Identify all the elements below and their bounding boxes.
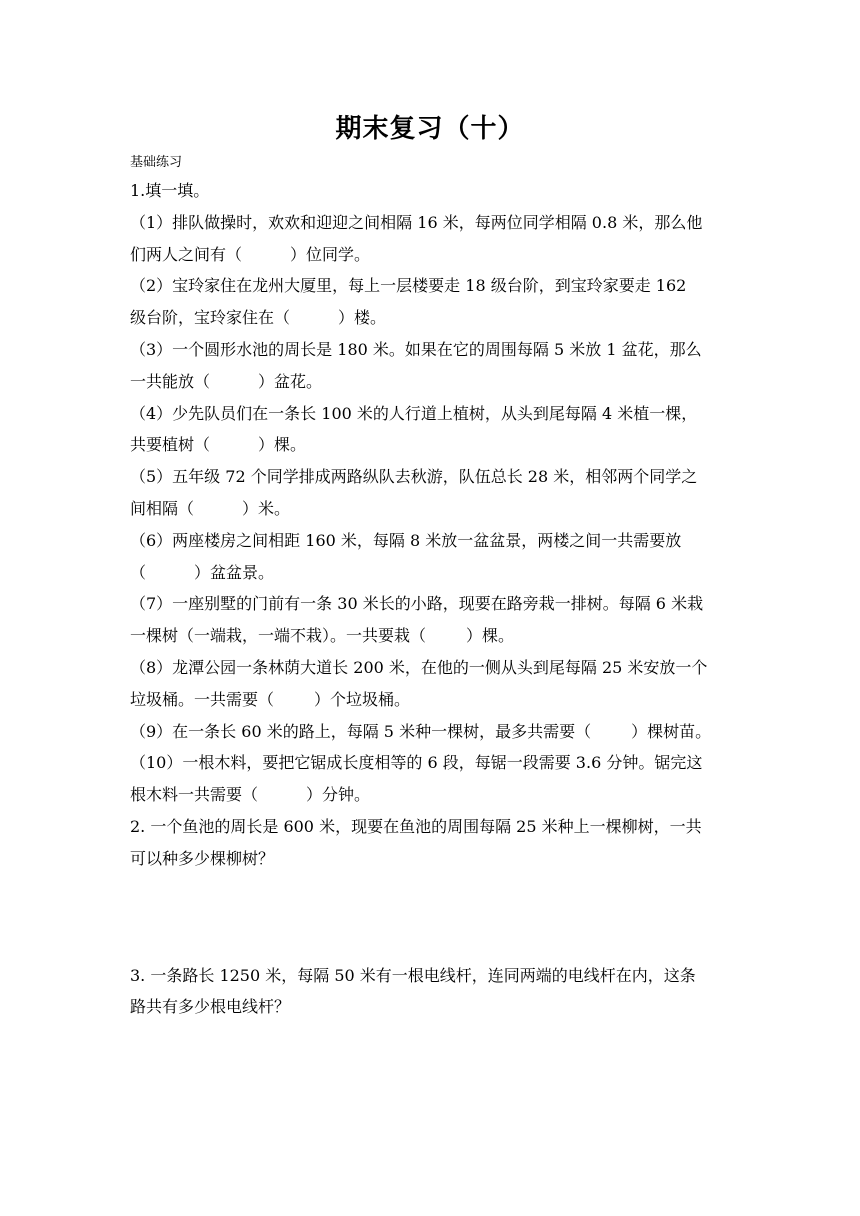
page-title: 期末复习（十） — [335, 114, 525, 144]
item-7-line-1: （7）一座别墅的门前有一条 30 米长的小路，现要在路旁栽一排树。每隔 6 米栽 — [130, 594, 704, 614]
item-5-line-1: （5）五年级 72 个同学排成两路纵队去秋游，队伍总长 28 米，相邻两个同学之 — [130, 467, 698, 487]
item-4-text-after: ）棵。 — [258, 435, 307, 455]
fill-blank-item-2 — [130, 270, 732, 334]
question-3-line-2: 路共有多少根电线杆？ — [130, 997, 291, 1017]
question-1-heading: 1.填一填。 — [130, 181, 210, 200]
fill-blank-item-10 — [130, 747, 732, 811]
item-6-line-2 — [130, 557, 732, 589]
answer-space — [130, 875, 732, 960]
item-5-line-2 — [130, 493, 732, 525]
item-3-line-1: （3）一个圆形水池的周长是 180 米。如果在它的周围每隔 5 米放 1 盆花，那么 — [130, 339, 702, 359]
item-1-text-before: 们两人之间有（ — [130, 244, 243, 264]
item-10-text-before: 根木料一共需要（ — [130, 785, 259, 805]
item-2-line-1: （2）宝玲家住在龙州大厦里，每上一层楼要走 18 级台阶，到宝玲家要走 162 — [130, 276, 687, 296]
item-1-line-1: （1）排队做操时，欢欢和迎迎之间相隔 16 米，每两位同学相隔 0.8 米，那么他 — [130, 212, 703, 232]
item-4-line-1: （4）少先队员们在一条长 100 米的人行道上植树，从头到尾每隔 4 米植一棵， — [130, 403, 698, 423]
item-2-text-after: ）楼。 — [338, 308, 387, 328]
fill-blank-item-4 — [130, 398, 732, 462]
item-2-text-before: 级台阶，宝玲家住在（ — [130, 308, 291, 328]
question-2-line-1: 2. 一个鱼池的周长是 600 米，现要在鱼池的周围每隔 25 米种上一棵柳树，一共 — [130, 816, 702, 836]
question-3 — [130, 960, 732, 1024]
fill-blank-item-8 — [130, 652, 732, 716]
item-3-line-2 — [130, 366, 732, 398]
fill-blank-item-5 — [130, 461, 732, 525]
item-10-line-1: （10）一根木料，要把它锯成长度相等的 6 段，每锯一段需要 3.6 分钟。锯完这 — [130, 753, 703, 773]
item-1-text-after: ）位同学。 — [290, 244, 371, 264]
item-4-line-2 — [130, 429, 732, 461]
item-2-line-2 — [130, 302, 732, 334]
item-6-text-after: ）盆盆景。 — [194, 562, 275, 582]
item-6-text-before: （ — [130, 562, 147, 582]
item-5-text-before: 间相隔（ — [130, 498, 195, 518]
fill-blank-item-6 — [130, 525, 732, 589]
item-8-line-1: （8）龙潭公园一条林荫大道长 200 米，在他的一侧从头到尾每隔 25 米安放一个 — [130, 657, 708, 677]
item-9-text-after: ）棵树苗。 — [631, 721, 712, 741]
question-2 — [130, 811, 732, 875]
fill-blank-item-3 — [130, 334, 732, 398]
item-7-text-after: ）棵。 — [466, 626, 515, 646]
item-5-text-after: ）米。 — [242, 498, 291, 518]
item-1-line-2 — [130, 239, 732, 271]
item-4-text-before: 共要植树（ — [130, 435, 211, 455]
item-10-text-after: ）分钟。 — [306, 785, 371, 805]
item-8-text-after: ）个垃圾桶。 — [314, 689, 411, 709]
item-3-text-before: 一共能放（ — [130, 371, 211, 391]
item-7-text-before: 一棵树（一端栽，一端不栽）。一共要栽（ — [130, 626, 427, 646]
worksheet-content — [130, 175, 732, 1023]
question-2-line-2: 可以种多少棵柳树？ — [130, 848, 275, 868]
item-9-line-1 — [130, 716, 732, 748]
item-10-line-2 — [130, 779, 732, 811]
fill-blank-item-7 — [130, 588, 732, 652]
item-3-text-after: ）盆花。 — [258, 371, 323, 391]
item-9-text-before: （9）在一条长 60 米的路上，每隔 5 米种一棵树，最多共需要（ — [130, 721, 592, 741]
item-7-line-2 — [130, 620, 732, 652]
section-label: 基础练习 — [130, 155, 183, 170]
item-8-line-2 — [130, 684, 732, 716]
fill-blank-item-1 — [130, 207, 732, 271]
fill-blank-item-9 — [130, 716, 732, 748]
question-3-line-1: 3. 一条路长 1250 米，每隔 50 米有一根电线杆，连同两端的电线杆在内，这条 — [130, 965, 696, 985]
item-8-text-before: 垃圾桶。一共需要（ — [130, 689, 275, 709]
item-6-line-1: （6）两座楼房之间相距 160 米，每隔 8 米放一盆盆景，两楼之间一共需要放 — [130, 530, 682, 550]
